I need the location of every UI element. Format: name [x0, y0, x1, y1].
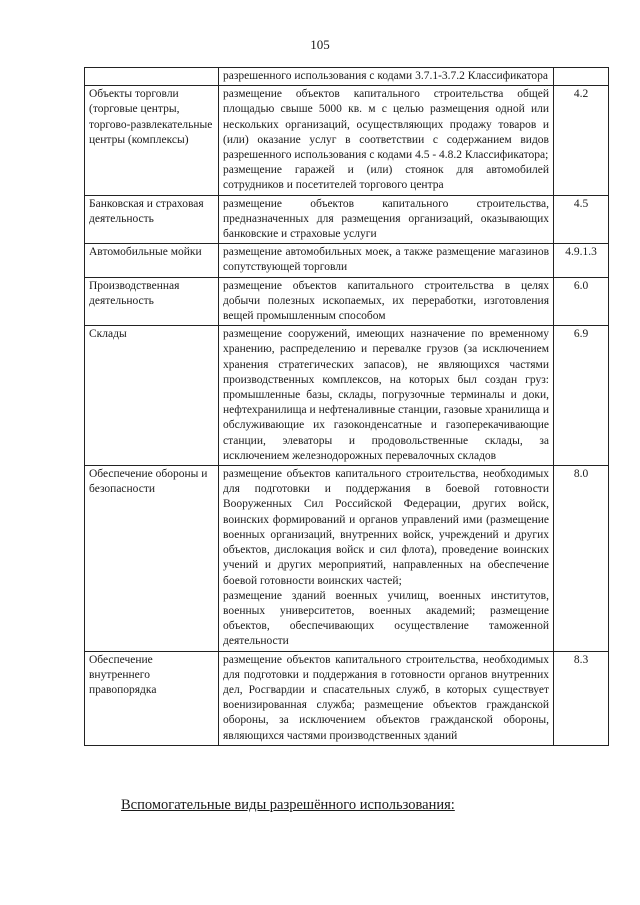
- description-paragraph: размещение объектов капитального строительства, необходимых для подготовки и поддержания в готовности органов внутренних дел, Росгвардии и спасательных служб, в которых существует военизированная служба; размещение объектов гражданской обороны, за исключением объектов гражданской обороны, являющихся частями производственных зданий: [223, 653, 549, 742]
- use-description-cell: [219, 466, 554, 651]
- use-description-cell: [219, 244, 554, 277]
- description-paragraph: разрешенного использования с кодами 3.7.1-3.7.2 Классификатора: [223, 70, 548, 82]
- use-type-name-cell: Склады: [85, 326, 219, 466]
- table-row: [85, 244, 609, 277]
- description-paragraph: размещение гаражей и (или) стоянок для автомобилей сотрудников и посетителей торгового центра: [223, 164, 549, 192]
- table-row: [85, 466, 609, 651]
- use-type-name-cell: Объекты торговли (торговые центры, торгово-развлекательные центры (комплексы): [85, 86, 219, 195]
- description-paragraph: размещение объектов капитального строительства, необходимых для подготовки и поддержания в боевой готовности Вооруженных Сил Российской Федерации, других войск, воинских формирований и органов управлений ими (размещение военных организаций, внутренних войск, учреждений и других объектов, дислокация войск и сил флота), проведение воинских учений и других мероприятий, направленных на обеспечение боевой готовности воинских частей;: [223, 468, 549, 587]
- table-row: [85, 651, 609, 745]
- classifier-code-cell: 6.0: [554, 277, 609, 326]
- classifier-code-cell: 4.2: [554, 86, 609, 195]
- description-paragraph: размещение автомобильных моек, а также размещение магазинов сопутствующей торговли: [223, 246, 549, 274]
- page-number: 105: [310, 37, 330, 52]
- table-row: [85, 195, 609, 244]
- classifier-code-cell: 4.5: [554, 195, 609, 244]
- use-type-name-cell: Обеспечение внутреннего правопорядка: [85, 651, 219, 745]
- use-type-name-cell: Производственная деятельность: [85, 277, 219, 326]
- use-type-name-cell: [85, 68, 219, 86]
- use-type-name-cell: Обеспечение обороны и безопасности: [85, 466, 219, 651]
- description-paragraph: размещение сооружений, имеющих назначение по временному хранению, распределению и перевалке грузов (за исключением хранения стратегических запасов), не являющихся частями производственных комплексов, на которых был создан груз: промышленные базы, склады, погрузочные терминалы и доки, нефтехранилища и нефтеналивные станции, газовые хранилища и обслуживающие их газоконденсатные и газоперекачивающие станции, элеваторы и продовольственные склады, за исключением железнодорожных перевалочных складов: [223, 328, 549, 462]
- classifier-code-cell: 8.3: [554, 651, 609, 745]
- use-type-name-cell: Банковская и страховая деятельность: [85, 195, 219, 244]
- description-paragraph: размещение зданий военных училищ, военных институтов, военных университетов, военных академий; размещение объектов, обеспечивающих осуществление таможенной деятельности: [223, 589, 549, 648]
- permitted-use-table: [84, 67, 609, 746]
- use-description-cell: [219, 195, 554, 244]
- classifier-code-cell: 6.9: [554, 326, 609, 466]
- description-paragraph: размещение объектов капитального строительства общей площадью свыше 5000 кв. м с целью размещения одной или нескольких организаций, осуществляющих продажу товаров и (или) оказание услуг в соответствии с содержанием видов разрешенного использования с кодами 4.5 - 4.8.2 Классификатора;: [223, 88, 549, 162]
- table-row: [85, 68, 609, 86]
- table-row: [85, 277, 609, 326]
- use-type-name-cell: Автомобильные мойки: [85, 244, 219, 277]
- use-description-cell: [219, 277, 554, 326]
- use-description-cell: [219, 68, 554, 86]
- description-paragraph: размещение объектов капитального строительства, предназначенных для размещения организаций, оказывающих банковские и страховые услуги: [223, 197, 549, 241]
- use-description-cell: [219, 86, 554, 195]
- use-description-cell: [219, 326, 554, 466]
- use-description-cell: [219, 651, 554, 745]
- table-row: [85, 326, 609, 466]
- classifier-code-cell: [554, 68, 609, 86]
- classifier-code-cell: 4.9.1.3: [554, 244, 609, 277]
- table-row: [85, 86, 609, 195]
- description-paragraph: размещение объектов капитального строительства в целях добычи полезных ископаемых, их переработки, изготовления вещей промышленным способом: [223, 279, 549, 323]
- classifier-code-cell: 8.0: [554, 466, 609, 651]
- auxiliary-uses-heading: Вспомогательные виды разрешённого использования:: [121, 797, 455, 813]
